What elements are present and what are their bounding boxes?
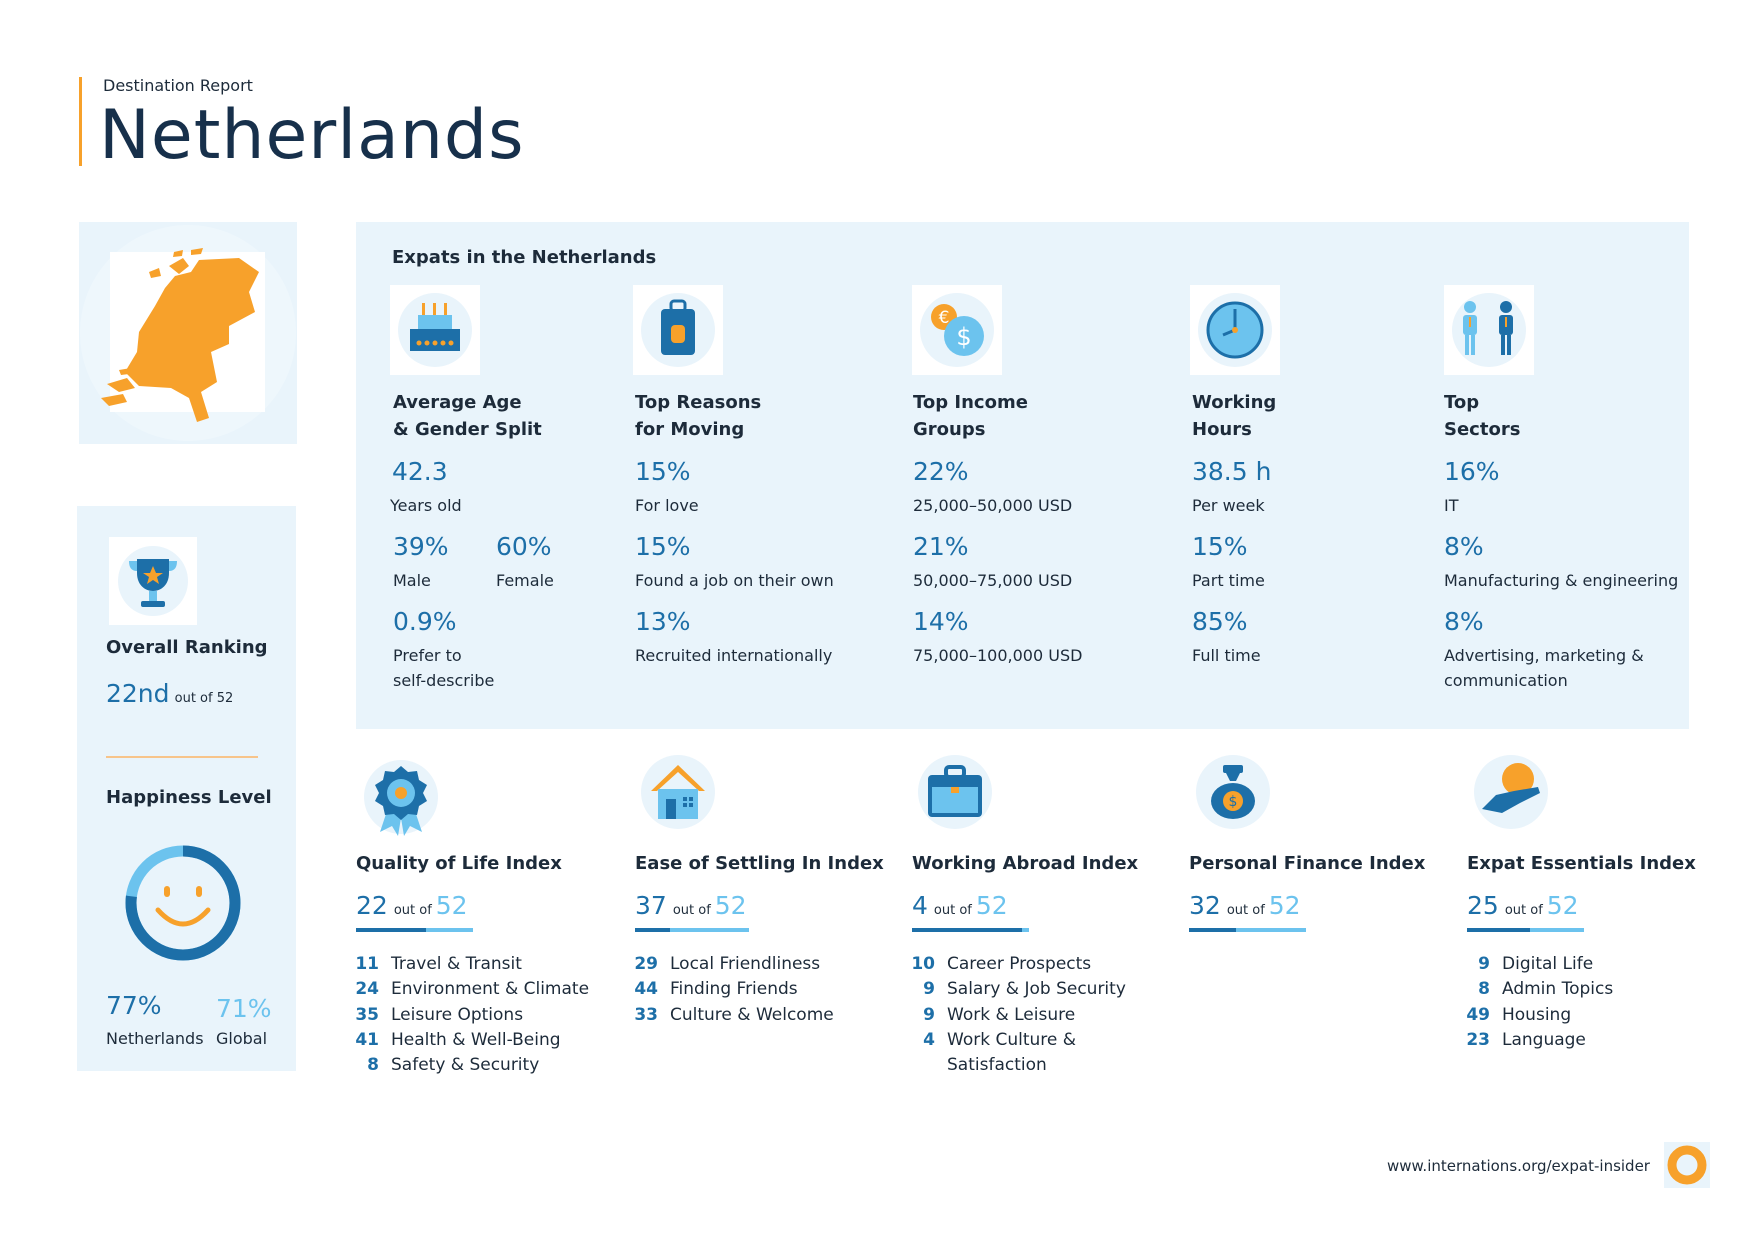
female-label: Female [496, 571, 554, 590]
expat-essentials-title: Expat Essentials Index [1467, 853, 1696, 874]
subcategory-row [353, 1053, 589, 1078]
quality-of-life-total: 52 [435, 891, 468, 920]
report-subtitle: Destination Report [103, 76, 253, 95]
subcategory-row [1464, 952, 1613, 977]
subcategory-rank: 23 [1466, 1029, 1490, 1050]
happiness-netherlands-value: 77% [106, 991, 162, 1020]
reason-1-label: For love [635, 496, 699, 515]
sidebar-divider [106, 756, 258, 758]
footer-url[interactable]: www.internations.org/expat-insider [1387, 1157, 1650, 1175]
header-accent-bar [79, 77, 82, 166]
subcategory-row [353, 952, 589, 977]
quality-of-life-bar-fill [356, 928, 426, 932]
house-icon [633, 747, 723, 837]
expats-panel-title: Expats in the Netherlands [392, 247, 657, 268]
subcategory-row [909, 1003, 1126, 1028]
personal-finance-total: 52 [1268, 891, 1301, 920]
subcategory-spacer [909, 1053, 935, 1078]
subcategory-row [632, 952, 834, 977]
settling-in-icon-tile [633, 747, 723, 837]
luggage-icon [633, 285, 723, 375]
personal-finance-bar-fill [1189, 928, 1236, 932]
working-abroad-bar [912, 928, 1029, 932]
female-value: 60% [496, 532, 552, 561]
hours-3-value: 85% [1192, 607, 1248, 636]
sectors-heading-line2: Sectors [1444, 419, 1521, 440]
sector-1-label: IT [1444, 496, 1459, 515]
expat-essentials-icon-tile [1466, 747, 1556, 837]
subcategory-rank: 9 [923, 1004, 935, 1025]
happiness-gauge [118, 838, 248, 968]
quality-of-life-title: Quality of Life Index [356, 853, 562, 874]
subcategory-row [909, 1028, 1126, 1053]
subcategory-label: Health & Well-Being [391, 1029, 561, 1050]
reasons-icon-tile [633, 285, 723, 375]
overall-ranking-label: Overall Ranking [106, 637, 268, 658]
subcategory-rank: 9 [1478, 954, 1490, 974]
coins-icon [912, 285, 1002, 375]
expat-essentials-bar [1467, 928, 1584, 932]
quality-of-life-icon-tile [356, 752, 446, 842]
reasons-heading-line1: Top Reasons [635, 392, 762, 413]
income-2-label: 50,000–75,000 USD [913, 571, 1073, 590]
average-age-label: Years old [390, 496, 462, 515]
age-heading-line2: & Gender Split [393, 419, 542, 440]
personal-finance-rank: 32 [1189, 891, 1221, 920]
people-icon [1444, 285, 1534, 375]
reason-3-value: 13% [635, 607, 691, 636]
reasons-heading-line2: for Moving [635, 419, 745, 440]
male-value: 39% [393, 532, 449, 561]
reason-1-value: 15% [635, 457, 691, 486]
sector-3-label-line2: communication [1444, 671, 1568, 690]
subcategory-row [632, 1003, 834, 1028]
income-3-label: 75,000–100,000 USD [913, 646, 1083, 665]
subcategory-row [909, 952, 1126, 977]
svg-text:$: $ [1228, 794, 1238, 810]
subcategory-label: Career Prospects [947, 954, 1092, 974]
hours-1-value: 38.5 h [1192, 457, 1272, 486]
subcategory-row [353, 1028, 589, 1053]
money-bag-icon [1188, 747, 1278, 837]
expat-essentials-total: 52 [1546, 891, 1579, 920]
happiness-label: Happiness Level [106, 787, 272, 808]
subcategory-label: Digital Life [1502, 954, 1594, 974]
quality-of-life-bar [356, 928, 473, 932]
subcategory-label: Admin Topics [1502, 979, 1614, 1000]
income-3-value: 14% [913, 607, 969, 636]
sector-2-value: 8% [1444, 532, 1484, 561]
male-label: Male [393, 571, 431, 590]
personal-finance-title: Personal Finance Index [1189, 853, 1426, 874]
hours-icon-tile [1190, 285, 1280, 375]
age-heading-line1: Average Age [393, 392, 522, 413]
rosette-icon [356, 752, 446, 842]
expat-essentials-rank: 25 [1467, 891, 1499, 920]
expat-essentials-score [1467, 891, 1579, 920]
subcategory-label: Environment & Climate [391, 979, 590, 1000]
subcategory-row-continued [909, 1053, 1126, 1078]
subcategory-rank: 44 [634, 979, 658, 1000]
age-icon-tile [390, 285, 480, 375]
subcategory-label: Salary & Job Security [947, 979, 1126, 1000]
working-abroad-rank: 4 [912, 891, 928, 920]
settling-in-score [635, 891, 747, 920]
subcategory-rank: 33 [634, 1004, 658, 1025]
hand-coin-icon [1466, 747, 1556, 837]
trophy-icon [109, 537, 197, 625]
quality-of-life-out-of: out of [393, 903, 432, 918]
reason-2-value: 15% [635, 532, 691, 561]
netherlands-map-icon [79, 222, 297, 444]
sectors-heading [1444, 389, 1520, 443]
subcategory-row [909, 977, 1126, 1002]
subcategory-rank: 49 [1466, 1004, 1490, 1025]
expat-essentials-subcategories [1464, 952, 1613, 1053]
hours-2-value: 15% [1192, 532, 1248, 561]
clock-icon [1190, 285, 1280, 375]
reason-3-label: Recruited internationally [635, 646, 833, 665]
subcategory-rank: 10 [911, 954, 935, 974]
subcategory-label: Language [1502, 1029, 1586, 1050]
subcategory-rank: 11 [355, 954, 379, 974]
birthday-cake-icon [390, 285, 480, 375]
income-1-label: 25,000–50,000 USD [913, 496, 1073, 515]
working-abroad-icon-tile [910, 747, 1000, 837]
subcategory-row [1464, 1003, 1613, 1028]
sector-2-label: Manufacturing & engineering [1444, 571, 1679, 590]
sector-3-label [1444, 643, 1644, 693]
subcategory-rank: 35 [355, 1004, 379, 1025]
subcategory-label: Work Culture & [947, 1029, 1076, 1050]
happiness-global-label: Global [216, 1029, 268, 1048]
income-heading-line2: Groups [913, 419, 986, 440]
svg-text:$: $ [956, 323, 972, 351]
quality-of-life-score [356, 891, 468, 920]
income-heading [913, 389, 1028, 443]
income-icon-tile [912, 285, 1002, 375]
subcategory-row [1464, 977, 1613, 1002]
working-abroad-bar-fill [912, 928, 1022, 932]
expat-essentials-out-of: out of [1504, 903, 1543, 918]
self-describe-label [393, 643, 494, 693]
hours-3-label: Full time [1192, 646, 1261, 665]
subcategory-rank: 8 [367, 1055, 379, 1076]
hours-heading [1192, 389, 1276, 443]
working-abroad-subcategories [909, 952, 1126, 1078]
internations-logo-icon [1664, 1142, 1710, 1188]
expat-essentials-bar-fill [1467, 928, 1530, 932]
working-abroad-total: 52 [975, 891, 1008, 920]
subcategory-label: Culture & Welcome [670, 1004, 834, 1025]
subcategory-row [1464, 1028, 1613, 1053]
settling-in-rank: 37 [635, 891, 667, 920]
hours-2-label: Part time [1192, 571, 1265, 590]
happiness-global-value: 71% [216, 994, 272, 1023]
income-1-value: 22% [913, 457, 969, 486]
sectors-icon-tile [1444, 285, 1534, 375]
internations-logo-tile [1664, 1142, 1710, 1188]
subcategory-rank: 24 [355, 979, 379, 1000]
overall-ranking-value [106, 679, 233, 708]
subcategory-label: Work & Leisure [947, 1004, 1076, 1025]
hours-1-label: Per week [1192, 496, 1265, 515]
income-heading-line1: Top Income [913, 392, 1028, 413]
sector-3-label-line1: Advertising, marketing & [1444, 646, 1644, 665]
subcategory-row [632, 977, 834, 1002]
subcategory-label: Local Friendliness [670, 954, 821, 974]
svg-text:€: € [938, 308, 950, 328]
subcategory-label: Housing [1502, 1004, 1572, 1025]
sectors-heading-line1: Top [1444, 392, 1480, 413]
personal-finance-out-of: out of [1226, 903, 1265, 918]
settling-in-bar [635, 928, 749, 932]
self-describe-label-line1: Prefer to [393, 646, 462, 665]
quality-of-life-rank: 22 [356, 891, 388, 920]
personal-finance-bar [1189, 928, 1306, 932]
subcategory-rank: 4 [923, 1029, 935, 1050]
personal-finance-score [1189, 891, 1301, 920]
working-abroad-title: Working Abroad Index [912, 853, 1139, 874]
subcategory-label-line2: Satisfaction [947, 1055, 1047, 1076]
settling-in-total: 52 [714, 891, 747, 920]
subcategory-row [353, 1003, 589, 1028]
self-describe-label-line2: self-describe [393, 671, 495, 690]
subcategory-rank: 41 [355, 1029, 379, 1050]
subcategory-label: Safety & Security [391, 1055, 540, 1076]
trophy-tile [109, 537, 197, 625]
hours-heading-line2: Hours [1192, 419, 1252, 440]
age-heading [393, 389, 542, 443]
working-abroad-out-of: out of [933, 903, 972, 918]
reasons-heading [635, 389, 761, 443]
subcategory-rank: 8 [1478, 979, 1490, 1000]
sector-1-value: 16% [1444, 457, 1500, 486]
quality-of-life-subcategories [353, 952, 589, 1078]
subcategory-rank: 9 [923, 979, 935, 1000]
overall-rank: 22nd [106, 679, 170, 708]
sector-3-value: 8% [1444, 607, 1484, 636]
map-panel [79, 222, 297, 444]
working-abroad-score [912, 891, 1008, 920]
personal-finance-icon-tile [1188, 747, 1278, 837]
income-2-value: 21% [913, 532, 969, 561]
settling-in-out-of: out of [672, 903, 711, 918]
subcategory-label: Travel & Transit [391, 954, 522, 974]
self-describe-value: 0.9% [393, 607, 457, 636]
settling-in-subcategories [632, 952, 834, 1028]
hours-heading-line1: Working [1192, 392, 1277, 413]
subcategory-label: Leisure Options [391, 1004, 524, 1025]
subcategory-label: Finding Friends [670, 979, 798, 1000]
average-age-value: 42.3 [392, 457, 448, 486]
overall-out-of: out of 52 [174, 691, 234, 706]
settling-in-bar-fill [635, 928, 670, 932]
subcategory-rank: 29 [634, 954, 658, 974]
happiness-netherlands-label: Netherlands [106, 1029, 204, 1048]
subcategory-row [353, 977, 589, 1002]
smiley-icon [158, 886, 208, 924]
page-title: Netherlands [99, 96, 525, 175]
reason-2-label: Found a job on their own [635, 571, 834, 590]
briefcase-icon [910, 747, 1000, 837]
settling-in-title: Ease of Settling In Index [635, 853, 884, 874]
